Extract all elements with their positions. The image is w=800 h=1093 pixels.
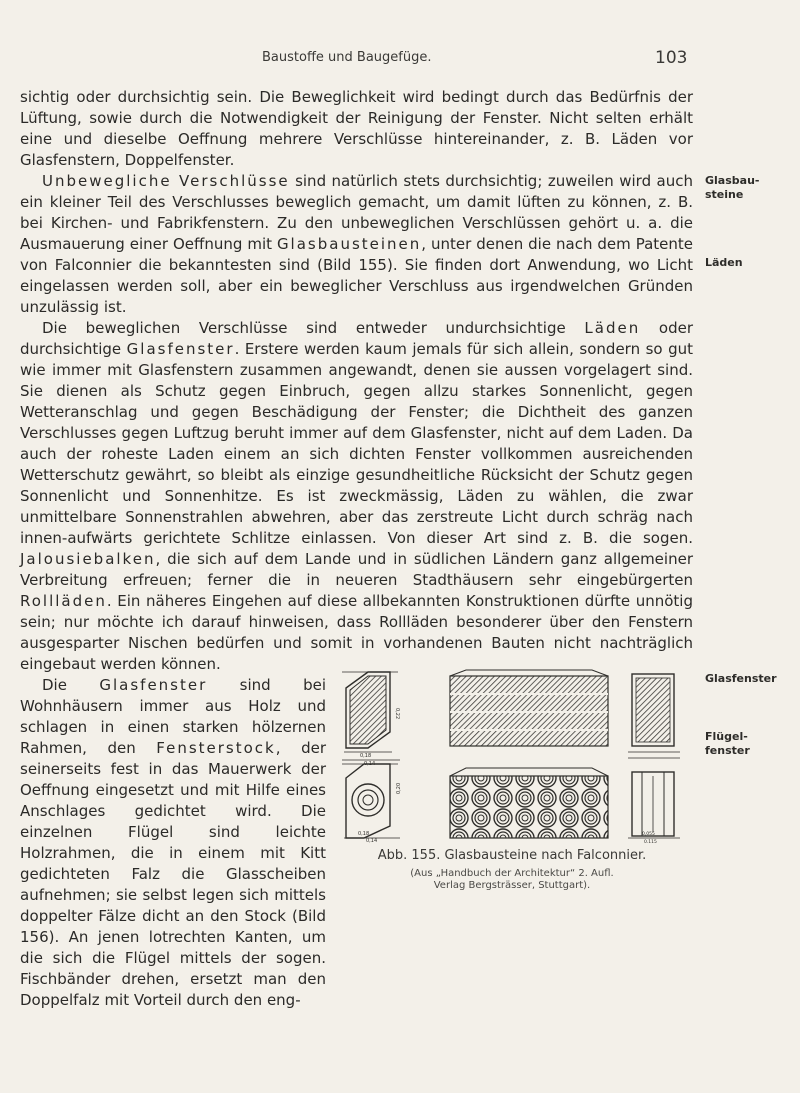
margin-note-fluegelfenster: Flügel- fenster — [705, 730, 750, 757]
paragraph-3: Die beweglichen Verschlüsse sind entweder undurchsichtige Läden oder durchsichtige Glasfenster. Erstere werden kaum jemals für sich allein, sondern so gut wie immer mit Glasfenstern zusammen angewandt, denen sie aussen vorgelagert sind. Sie dienen als Schutz gegen Einbruch, gegen allzu starkes Sonnenlicht, gegen Wetteranschlag und gegen Beschädigung der Fenster; die Dichtheit des ganzen Verschlusses gegen Luftzug beruht immer auf dem Glasfenster, nicht auf dem Laden. Da auch der roheste Laden einem an sich dichten Fenster vollkommen ausreichenden Wetterschutz gewährt, so bleibt als einzige gesundheitliche Rücksicht der Schutz gegen Sonnenlicht und Sonnenhitze. Es ist zweckmässig, Läden zu wählen, die zwar unmittelbare Sonnenstrahlen abwehren, aber das zerstreute Licht durch schräg nach innen-aufwärts gerichtete Schlitze einlassen. Von dieser Art sind z. B. die sogen. Jalousiebalken, die sich auf dem Lande und in südlichen Ländern ganz allgemeiner Verbreitung erfreuen; ferner die in neueren Stadthäusern sehr eingebürgerten Rollläden. Ein näheres Eingehen auf diese allbekannten Konstruktionen dürfte unnötig sein; nur möchte ich darauf hinweisen, dass Rollläden besonderer über den Fenstern ausgesparter Nischen bedürfen und somit in vorhandenen Bauten nicht nachträglich eingebaut werden können. — [20, 319, 693, 673]
dim-label: 0,18 — [360, 753, 372, 759]
section-top-right — [628, 674, 680, 758]
paragraph-2: Unbewegliche Verschlüsse sind natürlich stets durchsichtig; zuweilen wird auch ein kleiner Teil des Verschlusses beweglich gemacht, um damit lüften zu können, z. B. bei Kirchen- und Fabrikfenstern. Zu den unbeweglichen Verschlüssen gehört u. a. die Ausmauerung einer Oeffnung mit Glasbausteinen, unter denen die nach dem Patente von Falconnier die bekanntesten sind (Bild 155). Sie finden dort Anwendung, wo Licht eingelassen werden soll, aber ein beweglicher Verschluss aus irgendwelchen Gründen unzulässig ist. — [20, 172, 694, 316]
dim-label: 0,22 — [394, 708, 400, 720]
figure-source: (Aus „Handbuch der Architektur“ 2. Aufl. Verlag Bergsträsser, Stuttgart). — [410, 868, 614, 891]
section-bottom-right — [628, 772, 680, 843]
figure-glasbausteine — [338, 668, 694, 843]
term-rolllaeden: Rollläden — [20, 592, 107, 610]
figure-drawing — [338, 668, 694, 843]
margin-note-glasbausteine: Glasbau- steine — [705, 174, 760, 201]
page-number: 103 — [655, 48, 688, 68]
margin-note-glasfenster: Glasfenster — [705, 672, 777, 685]
margin-note-laeden: Läden — [705, 256, 743, 269]
term-unbewegliche-verschluesse: Unbewegliche Verschlüsse — [42, 172, 290, 190]
term-glasfenster: Glasfenster — [126, 340, 235, 358]
block-wall-bottom — [450, 768, 608, 838]
block-wall-top — [450, 670, 608, 746]
paragraph-4: Die Glasfenster sind bei Wohnhäusern immer aus Holz und schlagen in einen starken hölzernen Rahmen, den Fensterstock, der seinerseits fest in das Mauerwerk der Oeffnung eingesetzt und mit Hilfe eines Anschlages gedichtet wird. Die einzelnen Flügel sind leichte Holzrahmen, die in einem mit Kitt gedichteten Falz die Glasscheiben aufnehmen; sie selbst legen sich mittels doppelter Fälze dicht an den Stock (Bild 156). An jenen lotrechten Kanten, um die sich die Flügel mittels der sogen. Fischbänder drehen, ersetzt man den Doppelfalz mit Vorteil durch den eng- — [20, 676, 327, 1009]
dim-label: 0,18 — [358, 831, 370, 837]
term-laeden: Läden — [584, 319, 641, 337]
dim-label: 0,14 — [364, 761, 376, 767]
term-glasfenster-2: Glasfenster — [99, 676, 208, 694]
running-head: Baustoffe und Baugefüge. — [262, 50, 432, 65]
body-text — [20, 87, 693, 1093]
dim-label: 0,20 — [396, 782, 402, 794]
figure-caption: Abb. 155. Glasbausteine nach Falconnier. — [377, 848, 647, 863]
paragraph-1: sichtig oder durchsichtig sein. Die Beweglichkeit wird bedingt durch das Bedürfnis der Lüftung, sowie durch die Notwendigkeit der Reinigung der Fenster. Nicht selten erhält eine und dieselbe Oeffnung mehrere Verschlüsse hintereinander, z. B. Läden vor Glasfenstern, Doppelfenster. — [20, 88, 693, 169]
block-top-left — [342, 672, 400, 767]
dim-label: 0,055 — [642, 832, 655, 837]
term-fensterstock: Fensterstock — [156, 739, 276, 757]
dim-label: 0,115 — [644, 840, 657, 843]
block-bottom-left — [342, 764, 402, 843]
page-header — [0, 50, 800, 80]
term-glasbausteine: Glasbausteinen — [276, 235, 422, 253]
term-jalousiebalken: Jalousiebalken — [20, 550, 156, 568]
dim-label: 0,14 — [366, 838, 378, 843]
